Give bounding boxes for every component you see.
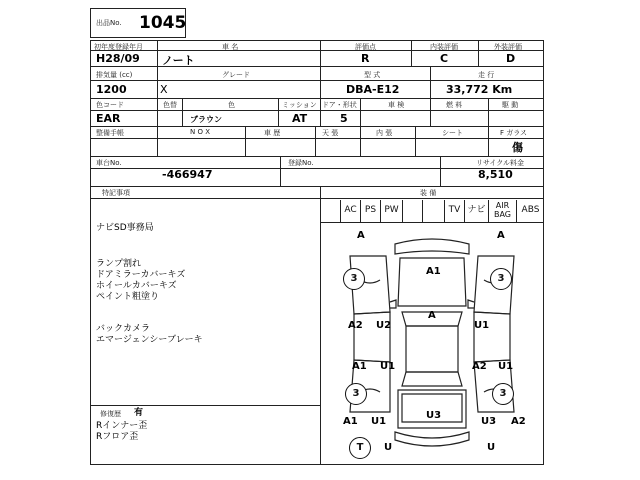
damage-hood: A1 — [426, 266, 441, 277]
lot-number-label: 出品No. — [96, 19, 122, 27]
recycle-fee-value: 8,510 — [478, 168, 513, 181]
interior-trim-label: 内 張 — [376, 129, 393, 137]
exterior-score-label: 外装評価 — [494, 43, 522, 51]
equipment-abs: ABS — [516, 200, 544, 222]
equipment-ac: AC — [340, 200, 360, 222]
equipment-airbag: AIR BAG — [488, 200, 516, 222]
chassis-number-label: 車台No. — [96, 159, 122, 167]
note-item: ナビSD事務局 — [96, 223, 154, 233]
note-item: ペイント粗塗り — [96, 292, 160, 302]
seat-label: シート — [442, 129, 463, 137]
damage-circle-tailgate: T — [349, 437, 371, 459]
drive-label: 駆 動 — [502, 101, 519, 109]
nox-label: N O X — [190, 128, 210, 136]
damage-right-rear-door: U1 — [498, 361, 514, 372]
score-label: 評価点 — [355, 43, 376, 51]
grade-label: グレード — [222, 71, 250, 79]
year-value: H28/09 — [96, 52, 140, 65]
displacement-value: 1200 — [96, 83, 127, 96]
color-value: ブラウン — [190, 115, 222, 124]
lot-number-box — [90, 8, 186, 38]
mission-label: ミッション — [282, 101, 317, 109]
front-glass-value: 傷 — [512, 141, 523, 154]
doors-value: 5 — [340, 112, 348, 125]
damage-right-front-door: U1 — [474, 320, 490, 331]
damage-left-front-door: U2 — [376, 320, 392, 331]
doors-label: ドア・形状 — [322, 101, 357, 109]
equipment-empty — [422, 200, 444, 222]
front-glass-label: F ガラス — [500, 129, 528, 137]
model-value: ノート — [162, 54, 195, 67]
interior-score-label: 内装評価 — [430, 43, 458, 51]
damage-rear-right-u: U3 — [481, 416, 497, 427]
ceiling-label: 天 張 — [322, 129, 339, 137]
grade-value: X — [160, 83, 168, 96]
fuel-label: 燃 料 — [446, 101, 463, 109]
equipment-navi: ナビ — [464, 200, 488, 222]
damage-rear-left-u: U1 — [371, 416, 387, 427]
chassis-number-value: -466947 — [162, 168, 213, 181]
damage-rear-left-a: A1 — [343, 416, 358, 427]
damage-front-right: A — [497, 230, 505, 241]
repair-item: Rフロア歪 — [96, 432, 139, 442]
registration-number-label: 登録No. — [288, 159, 314, 167]
damage-rear-right-a: A2 — [511, 416, 526, 427]
lot-number-value: 1045 — [139, 13, 187, 33]
note-item: エマージェンシーブレーキ — [96, 335, 203, 345]
damage-front-left: A — [357, 230, 365, 241]
special-notes-label: 特記事項 — [102, 189, 130, 197]
year-label: 初年度登録年月 — [94, 43, 143, 51]
color-label: 色 — [228, 101, 235, 109]
exterior-score-value: D — [506, 52, 516, 65]
color-code-label: 色コード — [96, 101, 124, 109]
damage-right-rear-panel: A2 — [472, 361, 487, 372]
note-item: ランプ割れ — [96, 259, 142, 269]
note-item: バックカメラ — [96, 324, 151, 334]
recycle-fee-label: リサイクル料金 — [476, 159, 525, 167]
maintenance-book-label: 整備手帳 — [96, 129, 124, 137]
mileage-label: 走 行 — [478, 71, 495, 79]
damage-bottom-right-u: U — [487, 442, 496, 453]
repair-history-value: 有 — [134, 408, 144, 418]
damage-trunk: U3 — [426, 410, 442, 421]
damage-circle-front-left: 3 — [343, 268, 365, 290]
note-item: ドアミラーカバーキズ — [96, 270, 186, 280]
damage-roof: A — [428, 310, 436, 321]
damage-left-rear-panel: A1 — [352, 361, 367, 372]
color-code-value: EAR — [96, 112, 121, 125]
score-value: R — [361, 52, 370, 65]
vehicle-inspection-label: 車 検 — [388, 101, 405, 109]
note-item: ホイールカバーキズ — [96, 281, 177, 291]
equipment-pw: PW — [380, 200, 402, 222]
car-diagram — [320, 222, 544, 465]
repair-history-label: 修復歴 — [100, 410, 121, 418]
damage-bottom-left-u: U — [384, 442, 393, 453]
equipment-empty — [402, 200, 422, 222]
equipment-row — [320, 200, 544, 222]
type-label: 型 式 — [364, 71, 381, 79]
equipment-label: 装 備 — [420, 189, 437, 197]
vehicle-history-label: 車 歴 — [264, 129, 281, 137]
color-change-label: 色替 — [163, 101, 177, 109]
damage-left-rear-door: U1 — [380, 361, 396, 372]
equipment-tv: TV — [444, 200, 464, 222]
damage-circle-rear-right: 3 — [492, 383, 514, 405]
model-label: 車 名 — [222, 43, 239, 51]
mission-value: AT — [292, 112, 308, 125]
type-value: DBA-E12 — [346, 83, 400, 96]
damage-circle-rear-left: 3 — [345, 383, 367, 405]
displacement-label: 排気量 (cc) — [96, 71, 133, 79]
repair-item: Rインナー歪 — [96, 421, 148, 431]
interior-score-value: C — [440, 52, 449, 65]
damage-circle-front-right: 3 — [490, 268, 512, 290]
mileage-value: 33,772 Km — [446, 83, 513, 96]
equipment-ps: PS — [360, 200, 380, 222]
damage-left-fender: A2 — [348, 320, 363, 331]
